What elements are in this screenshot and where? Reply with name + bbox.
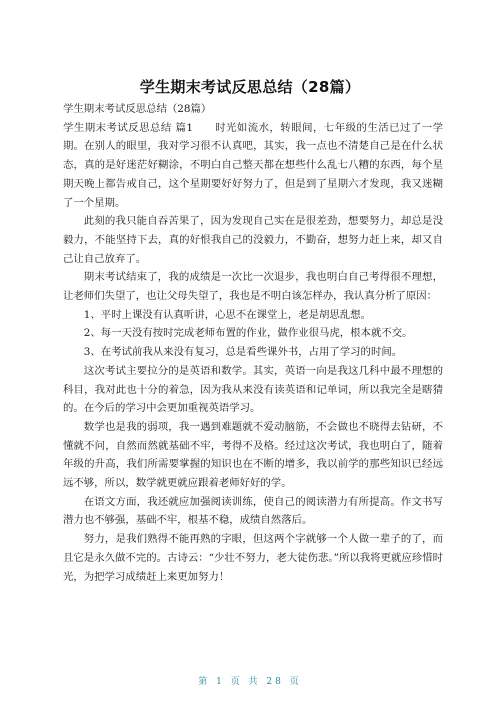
paragraph: 此刻的我只能自吞苦果了，因为发现自己实在是很差劲，想要努力，却总是没毅力，不能坚持下去，真的好恨我自己的没毅力，不勤奋，想努力赶上来，却又自己让自己放弃了。 (63, 215, 443, 265)
page-footer: 第 1 页 共 28 页 (198, 677, 302, 687)
paragraph: 期末考试结束了，我的成绩是一次比一次退步，我也明白自己考得很不理想，让老师们失望了，也让父母失望了，我也是不明白该怎样办，我认真分析了原因： (63, 271, 443, 303)
document-body (63, 100, 443, 586)
paragraph: 在语文方面，我还就应加强阅读训练，使自己的阅读潜力有所提高。作文书写潜力也不够强，基础不牢，根基不稳，成绩自然落后。 (63, 495, 443, 527)
paragraph: 数学也是我的弱项，我一遇到难题就不爱动脑筋，不会做也不晓得去钻研，不懂就不问，自然而然就基础不牢，考得不及格。经过这次考试，我也明白了，随着年级的升高，我们所需要掌握的知识也在不断的增多，我以前学的那些知识已经远远不够，所以，数学就更就应跟着老师好好的学。 (63, 420, 443, 490)
document-title: 学生期末考试反思总结（28篇） (139, 78, 361, 96)
paragraph: 1、平时上课没有认真听讲，心思不在课堂上，老是胡思乱想。 (83, 308, 371, 321)
paragraph: 2、每一天没有按时完成老师布置的作业，做作业很马虎，根本就不交。 (83, 327, 413, 340)
paragraph: 3、在考试前我从来没有复习，总是看些课外书，占用了学习的时间。 (83, 346, 403, 359)
paragraph: 努力，是我们熟得不能再熟的字眼，但这两个字就够一个人做一辈子的了，而且它是永久做不完的。古诗云：“少壮不努力，老大徒伤悲。”所以我将更就应珍惜时光，为把学习成绩赶上来更加努力！ (63, 533, 443, 583)
paragraph: 这次考试主要拉分的是英语和数学。其实，英语一向是我这几科中最不理想的科目，我对此也十分的着急，因为我从来没有读英语和记单词，所以我完全是瞎猜的。在今后的学习中会更加重视英语学习。 (63, 364, 443, 415)
paragraph: 学生期末考试反思总结（28篇） (63, 103, 212, 115)
paragraph: 学生期末考试反思总结 篇1 时光如流水，转眼间，七年级的生活已过了一学期。在别人的眼里，我对学习很不认真吧，其实，我一点也不清楚自己是在什么状态，真的是好迷茫好糊涂，不明白自己整天都在想些什么乱七八糟的东西，每个星期天晚上都告戒自己，这个星期要好好努力了，但是到了星期六才发现，我又迷糊了一个星期。 (63, 121, 443, 209)
